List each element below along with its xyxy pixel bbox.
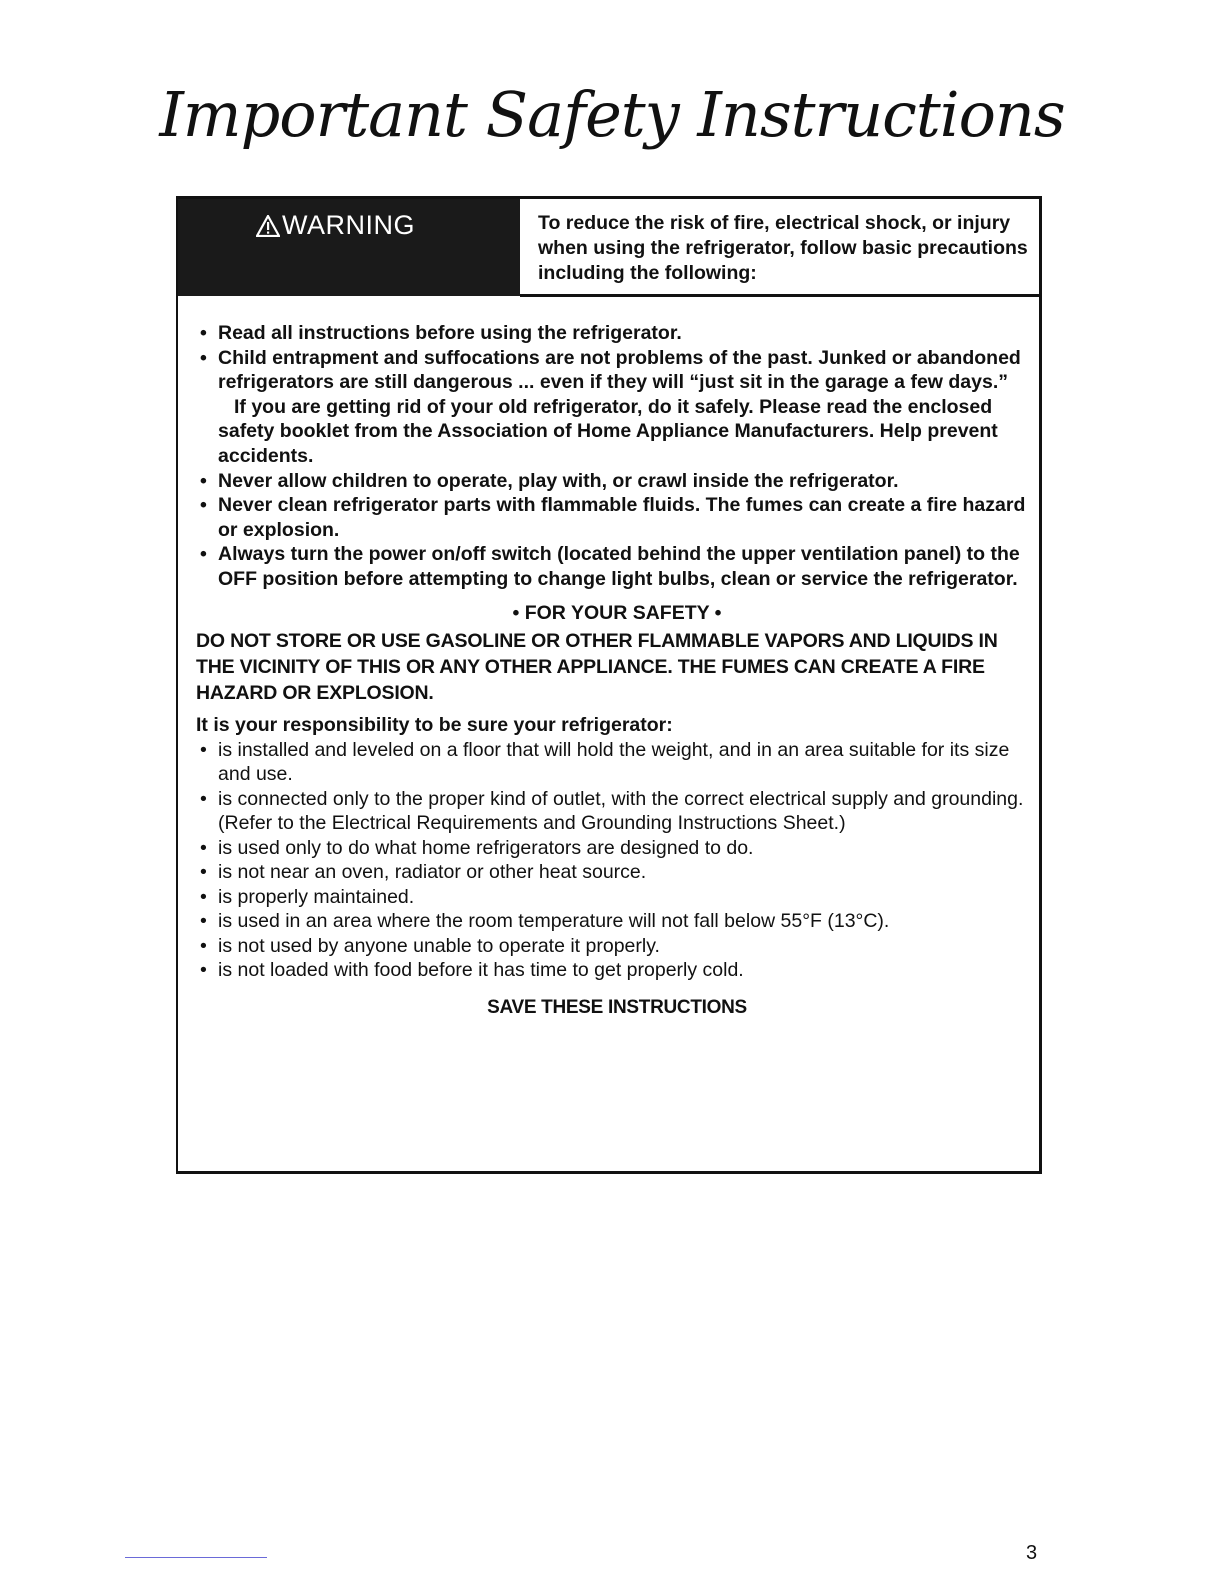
list-item: • Child entrapment and suffocations are not problems of the past. Junked or abandoned refrigerators are still dangerous ... even if they will “just sit in the garage a few days.” If you are getting rid of your old refrigerator, do it safely. Please read the enclosed safety booklet from the Association of Home Appliance Manufacturers. Help prevent accidents. (196, 346, 1038, 469)
header-divider (520, 294, 1042, 297)
responsibility-text: is connected only to the proper kind of outlet, with the correct electrical supply and grounding. (Refer to the Electrical Requirements and Grounding Instructions Sheet.) (218, 787, 1024, 835)
page-number: 3 (1026, 1542, 1038, 1564)
responsibility-text: is not used by anyone unable to operate it properly. (218, 934, 660, 957)
list-item: • is not loaded with food before it has time to get properly cold. (200, 959, 744, 982)
list-item: • is properly maintained. (200, 885, 415, 908)
responsibility-text: is not loaded with food before it has time to get properly cold. (218, 959, 744, 982)
warning-header (178, 199, 1039, 296)
list-item: • Never clean refrigerator parts with flammable fluids. The fumes can create a fire hazard or explosion. (200, 494, 1026, 541)
responsibilities-list (196, 738, 1038, 983)
list-item: • is connected only to the proper kind of outlet, with the correct electrical supply and grounding. (Refer to the Electrical Requirements and Grounding Instructions Sheet.) (200, 787, 1024, 835)
list-item: • is used in an area where the room temperature will not fall below 55°F (13°C). (200, 910, 890, 933)
safety-panel (176, 196, 1042, 1174)
warning-label-group (256, 210, 415, 241)
intro-text: To reduce the risk of fire, electrical shock, or injury when using the refrigerator, follow basic precautions including the following: (538, 212, 1028, 284)
list-item: • Never allow children to operate, play with, or crawl inside the refrigerator. (200, 469, 899, 492)
list-item: • is not used by anyone unable to operate it properly. (200, 934, 660, 957)
responsibility-text: is installed and leveled on a floor that will hold the weight, and in an area suitable for its size and use. (218, 738, 1010, 786)
precaution-text: Always turn the power on/off switch (located behind the upper ventilation panel) to the OFF position before attempting to change light bulbs, clean or service the refrigerator. (218, 543, 1020, 590)
save-instructions: SAVE THESE INSTRUCTIONS (487, 996, 747, 1018)
list-item: • is not near an oven, radiator or other heat source. (200, 861, 647, 884)
flammable-warning: DO NOT STORE OR USE GASOLINE OR OTHER FLAMMABLE VAPORS AND LIQUIDS IN THE VICINITY OF THIS OR ANY OTHER APPLIANCE. THE FUMES CAN CREATE A FIRE HAZARD OR EXPLOSION. (196, 629, 998, 704)
warning-label: WARNING (282, 210, 415, 240)
warning-triangle-icon (256, 215, 280, 237)
for-your-safety-heading: • FOR YOUR SAFETY • (512, 601, 722, 624)
list-item: • is installed and leveled on a floor that will hold the weight, and in an area suitable for its size and use. (200, 738, 1010, 786)
precaution-text: Child entrapment and suffocations are not problems of the past. Junked or abandoned refrigerators are still dangerous ... even if they will “just sit in the garage a few days.” (218, 346, 1021, 394)
list-item: • Always turn the power on/off switch (located behind the upper ventilation panel) to the OFF position before attempting to change light bulbs, clean or service the refrigerator. (200, 543, 1020, 590)
responsibility-text: is used in an area where the room temperature will not fall below 55°F (13°C). (218, 910, 890, 933)
page-title: Important Safety Instructions (159, 78, 1065, 151)
list-item: • is used only to do what home refrigerators are designed to do. (200, 836, 754, 859)
footer-divider (125, 1557, 267, 1558)
precaution-text: Never allow children to operate, play with, or crawl inside the refrigerator. (218, 469, 899, 492)
responsibility-text: is used only to do what home refrigerators are designed to do. (218, 836, 754, 859)
disposal-note: If you are getting rid of your old refrigerator, do it safely. Please read the enclosed safety booklet from the Association of Home Appliance Manufacturers. Help prevent accidents. (218, 395, 998, 467)
precaution-text: Never clean refrigerator parts with flammable fluids. The fumes can create a fire hazard or explosion. (218, 494, 1026, 541)
precaution-text: Read all instructions before using the refrigerator. (218, 322, 682, 344)
warning-block (178, 199, 520, 296)
responsibility-lead: It is your responsibility to be sure your refrigerator: (196, 713, 673, 736)
list-item: • Read all instructions before using the refrigerator. (200, 322, 682, 344)
precautions-list (196, 321, 1038, 592)
responsibility-text: is not near an oven, radiator or other heat source. (218, 861, 647, 884)
responsibility-text: is properly maintained. (218, 885, 415, 908)
instructions-body (196, 321, 1038, 1019)
